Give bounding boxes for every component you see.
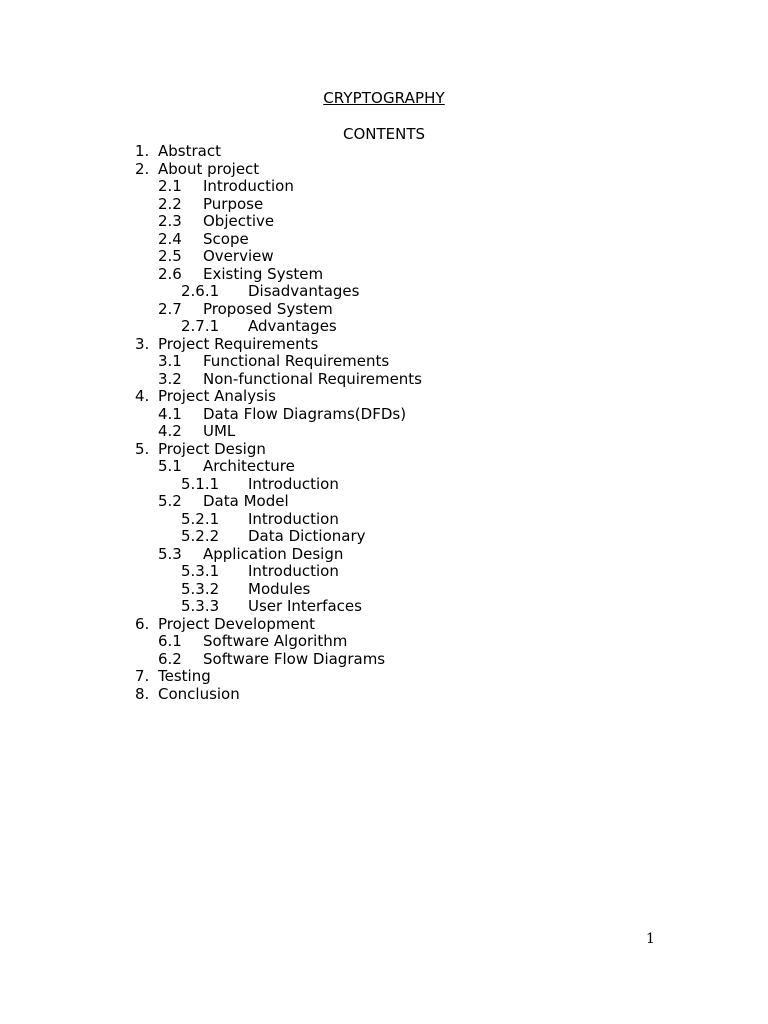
toc-entry-label: Software Flow Diagrams <box>203 649 386 668</box>
toc-entry-number: 6. <box>135 614 150 633</box>
toc-entry-number: 2.6 <box>158 264 182 283</box>
toc-entry-label: Purpose <box>203 194 264 213</box>
toc-entry-label: Non-functional Requirements <box>203 369 423 388</box>
toc-entry-number: 2. <box>135 159 150 178</box>
toc-entry-label: Project Design <box>158 439 266 458</box>
toc-entry-label: User Interfaces <box>248 597 362 615</box>
toc-entry-number: 5.1.1 <box>181 474 220 493</box>
toc-entry-label: Scope <box>203 229 249 248</box>
toc-entry-number: 4. <box>135 387 150 405</box>
toc-entry <box>0 213 768 231</box>
toc-entry-number: 5.2.1 <box>181 509 220 528</box>
toc-entry-number: 4.1 <box>158 404 182 423</box>
toc-entry <box>0 686 768 704</box>
toc-entry <box>0 441 768 459</box>
toc-entry-number: 2.4 <box>158 229 182 248</box>
toc-entry-label: Objective <box>203 212 275 230</box>
toc-entry-number: 8. <box>135 684 150 703</box>
toc-entry <box>0 493 768 511</box>
toc-entry-number: 2.3 <box>158 212 182 230</box>
toc-entry <box>0 668 768 686</box>
toc-entry <box>0 528 768 546</box>
toc-entry-number: 5.3 <box>158 544 182 563</box>
toc-entry <box>0 301 768 319</box>
toc-entry-number: 5.2 <box>158 492 182 510</box>
toc-entry <box>0 388 768 406</box>
toc-entry-label: Project Analysis <box>158 387 276 405</box>
toc-entry <box>0 266 768 284</box>
document-title: CRYPTOGRAPHY <box>323 89 445 107</box>
toc-entry-label: Project Development <box>158 614 316 633</box>
toc-entry-number: 3. <box>135 334 150 353</box>
toc-entry <box>0 546 768 564</box>
toc-entry-number: 2.2 <box>158 194 182 213</box>
toc-entry-label: Architecture <box>203 457 295 475</box>
toc-entry-label: Abstract <box>158 142 221 160</box>
toc-entry-label: Advantages <box>248 317 337 335</box>
toc-entry <box>0 318 768 336</box>
toc-entry-label: Introduction <box>248 562 339 580</box>
toc-entry-number: 2.1 <box>158 177 182 195</box>
toc-entry <box>0 231 768 249</box>
toc-entry <box>0 161 768 179</box>
toc-entry-label: Data Model <box>203 492 289 510</box>
toc-entry-number: 7. <box>135 667 150 685</box>
toc-entry <box>0 476 768 494</box>
toc-entry <box>0 633 768 651</box>
toc-entry-label: Application Design <box>203 544 344 563</box>
toc-entry-number: 5.1 <box>158 457 182 475</box>
toc-entry-label: Conclusion <box>158 684 240 703</box>
toc-entry <box>0 651 768 669</box>
toc-entry-label: Project Requirements <box>158 334 319 353</box>
toc-entry-label: About project <box>158 159 260 178</box>
toc-entry-number: 2.6.1 <box>181 282 220 300</box>
toc-entry-label: Introduction <box>203 177 294 195</box>
toc-entry <box>0 616 768 634</box>
toc-entry-label: Data Dictionary <box>248 527 366 545</box>
toc-entry-label: Existing System <box>203 264 324 283</box>
toc-entry-number: 6.2 <box>158 649 182 668</box>
toc-entry-label: Overview <box>203 247 274 265</box>
toc-entry-label: Introduction <box>248 474 339 493</box>
toc-entry <box>0 406 768 424</box>
toc-entry-number: 5. <box>135 439 150 458</box>
page-number: 1 <box>646 931 655 947</box>
toc-entry-label: UML <box>203 422 236 440</box>
toc-entry <box>0 458 768 476</box>
toc-entry <box>0 336 768 354</box>
toc-entry <box>0 598 768 616</box>
toc-entry <box>0 143 768 161</box>
toc-entry-label: Software Algorithm <box>203 632 348 650</box>
toc-entry-number: 6.1 <box>158 632 182 650</box>
toc-entry <box>0 581 768 599</box>
toc-entry-label: Introduction <box>248 509 339 528</box>
toc-entry <box>0 563 768 581</box>
toc-entry <box>0 178 768 196</box>
toc-entry-label: Disadvantages <box>248 282 360 300</box>
toc-entry <box>0 196 768 214</box>
toc-entry-number: 5.3.2 <box>181 579 220 598</box>
toc-entry <box>0 353 768 371</box>
toc-entry-label: Testing <box>158 667 211 685</box>
toc-entry-label: Data Flow Diagrams(DFDs) <box>203 404 407 423</box>
toc-entry <box>0 283 768 301</box>
contents-heading: CONTENTS <box>342 125 426 143</box>
toc-entry-label: Functional Requirements <box>203 352 390 370</box>
toc-entry-number: 5.3.1 <box>181 562 220 580</box>
toc-entry <box>0 371 768 389</box>
toc-entry-number: 5.3.3 <box>181 597 220 615</box>
toc-entry-number: 3.2 <box>158 369 182 388</box>
table-of-contents <box>0 143 768 703</box>
toc-entry-number: 2.7.1 <box>181 317 220 335</box>
toc-entry <box>0 423 768 441</box>
toc-entry <box>0 248 768 266</box>
toc-entry-number: 2.7 <box>158 299 182 318</box>
toc-entry-number: 1. <box>135 142 150 160</box>
toc-entry-number: 4.2 <box>158 422 182 440</box>
toc-entry-label: Proposed System <box>203 299 333 318</box>
toc-entry-number: 3.1 <box>158 352 182 370</box>
toc-entry-number: 5.2.2 <box>181 527 220 545</box>
toc-entry <box>0 511 768 529</box>
toc-entry-label: Modules <box>248 579 311 598</box>
toc-entry-number: 2.5 <box>158 247 182 265</box>
